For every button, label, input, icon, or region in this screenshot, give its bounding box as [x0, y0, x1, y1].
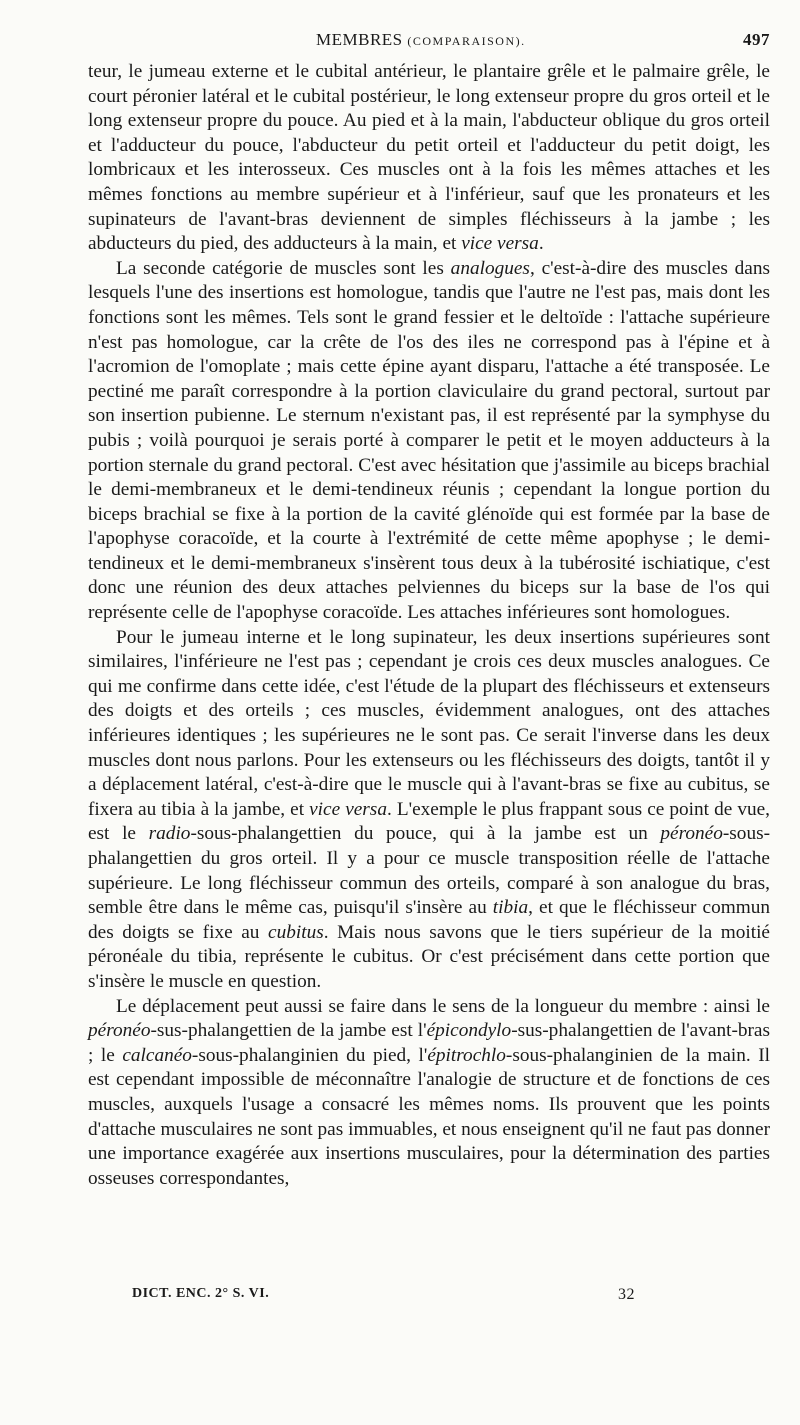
paragraph-1: teur, le jumeau externe et le cubital antérieur, le plantaire grêle et le palmaire grêle, le court péronier latéral et le cubital postérieur, le long extenseur propre du gros orteil et le long extenseur propre du pouce. Au pied et à la main, l'abducteur oblique du gros orteil et l'adducteur du pouce, l'abducteur du petit orteil et l'adducteur du petit doigt, les lombricaux et les interosseux. Ces muscles ont à la fois les mêmes attaches et les mêmes fonctions au membre supérieur et à l'inférieur, sauf que les pronateurs et les supinateurs de l'avant-bras deviennent de simples fléchisseurs à la jambe ; les abducteurs du pied, des adducteurs à la main, et vice versa. [88, 61, 770, 255]
header-subtitle: (COMPARAISON). [407, 34, 526, 48]
paragraph-3: Pour le jumeau interne et le long supinateur, les deux insertions supérieures sont similaires, l'inférieure ne l'est pas ; cependant je crois ces deux muscles analogues. Ce qui me confirme dans cette idée, c'est l'étude de la plupart des fléchisseurs et extenseurs des doigts et des orteils ; ces muscles, évidemment analogues, ont des attaches inférieures identiques ; les supérieures ne le sont pas. Ce serait l'inverse dans les deux muscles dont nous parlons. Pour les extenseurs ou les fléchisseurs des doigts, tantôt il y a déplacement latéral, c'est-à-dire que le muscle qui à l'avant-bras se fixe au cubitus, se fixera au tibia à la jambe, et vice versa. L'exemple le plus frappant sous ce point de vue, est le radio-sous-phalangettien du pouce, qui à la jambe est un péronéo-sous-phalangettien du gros orteil. Il y a pour ce muscle transposition réelle de l'attache supérieure. Le long fléchisseur commun des orteils, comparé à son analogue du bras, semble être dans le même cas, puisqu'il s'insère au tibia, et que le fléchisseur commun des doigts se fixe au cubitus. Mais nous savons que le tiers supérieur de la moitié péronéale du tibia, représente le cubitus. Or c'est précisément dans cette portion que s'insère le muscle en question. [88, 626, 771, 992]
printer-signature: DICT. ENC. 2° S. VI. [132, 1286, 270, 1301]
body-text [88, 60, 770, 1191]
page-footer [88, 1286, 770, 1308]
sheet-number: 32 [618, 1286, 635, 1303]
header-title-text: MEMBRES [316, 30, 403, 49]
page-number: 497 [743, 30, 770, 49]
header-title [316, 30, 526, 50]
paragraph-4: Le déplacement peut aussi se faire dans le sens de la longueur du membre : ainsi le péronéo-sus-phalangettien de la jambe est l'épicondylo-sus-phalangettien de l'avant-bras ; le calcanéo-sous-phalanginien du pied, l'épitrochlo-sous-phalanginien de la main. Il est cependant impossible de méconnaître l'analogie de structure et de fonctions de ces muscles, auxquels l'usage a consacré les mêmes noms. Ils prouvent que les points d'attache musculaires ne sont pas immuables, et nous enseignent qu'il ne faut pas donner une importance exagérée aux insertions musculaires, pour la détermination des parties osseuses correspondantes, [88, 995, 770, 1189]
running-header [88, 30, 770, 56]
paragraph-2: La seconde catégorie de muscles sont les analogues, c'est-à-dire des muscles dans lesquels l'une des insertions est homologue, tandis que l'autre ne l'est pas, mais dont les fonctions sont les mêmes. Tels sont le grand fessier et le deltoïde : l'attache supérieure n'est pas homologue, car la crête de l'os des iles ne correspond pas à l'épine et à l'acromion de l'omoplate ; mais cette épine ayant disparu, l'attache a été transposée. Le pectiné me paraît correspondre à la portion claviculaire du grand pectoral, surtout par son insertion pubienne. Le sternum n'existant pas, il est représenté par la symphyse du pubis ; voilà pourquoi je serais porté à comparer le petit et le moyen adducteurs à la portion sternale du grand pectoral. C'est avec hésitation que j'assimile au biceps brachial le demi-membraneux et le demi-tendineux réunis ; cependant la longue portion du biceps brachial se fixe à la portion de la cavité glénoïde qui est formée par la base de l'apophyse coracoïde, et la courte à l'extrémité de cette même apophyse ; le demi-tendineux et le demi-membraneux s'insèrent tous deux à la tubérosité ischiatique, c'est donc une réunion des deux attaches pelviennes du biceps sur la base de l'os qui représente celle de l'apophyse coracoïde. Les attaches inférieures sont homologues. [88, 257, 771, 624]
